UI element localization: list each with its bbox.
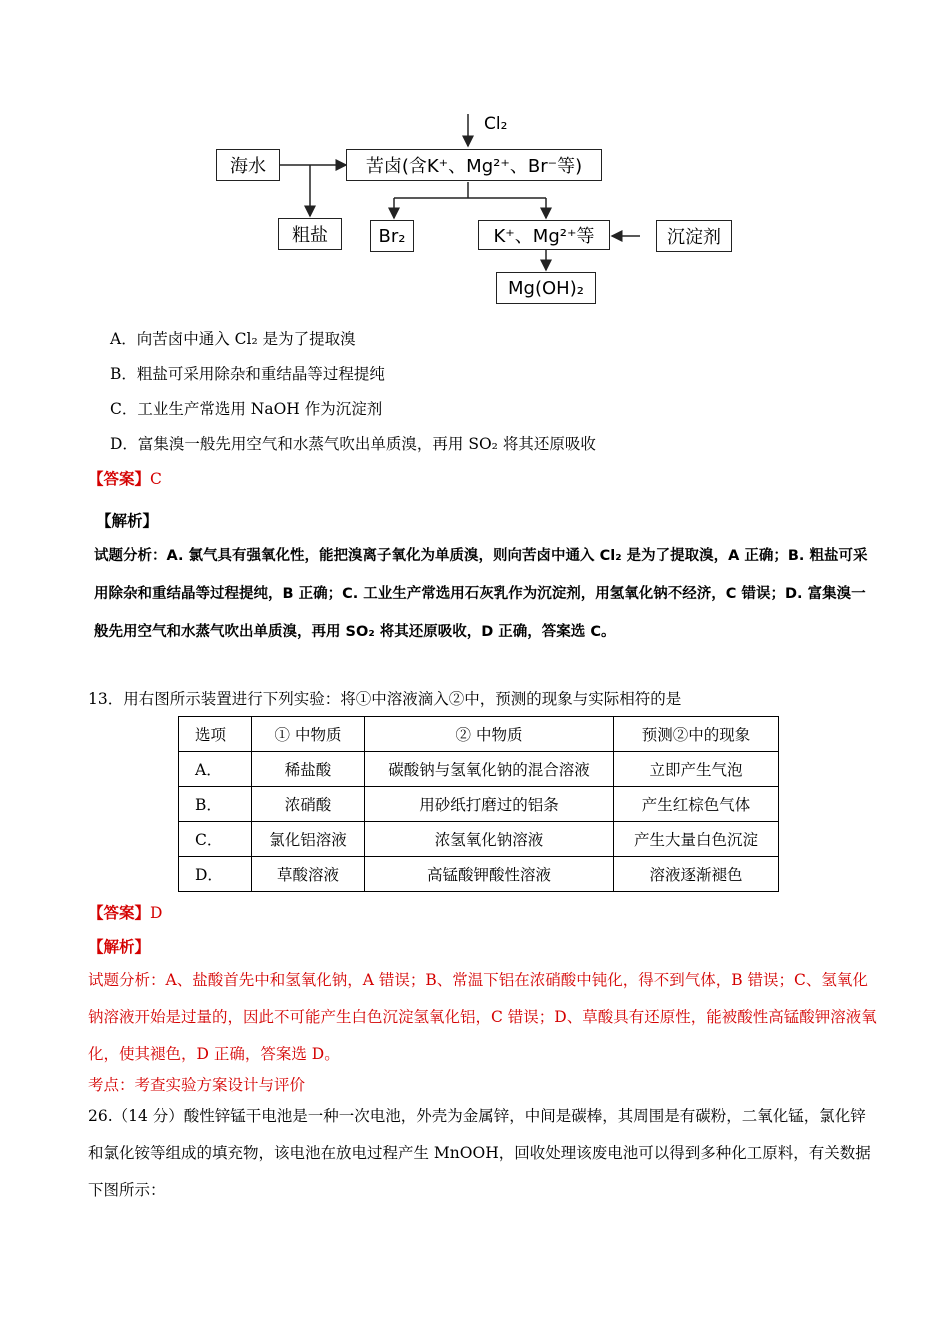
table-row <box>179 787 779 822</box>
q12-analysis-tag: 【解析】 <box>96 511 159 530</box>
q26-text: 26.（14 分）酸性锌锰干电池是一种一次电池，外壳为金属锌，中间是碳棒，其周围是有碳粉，二氧化锰，氯化锌和氯化铵等组成的填充物，该电池在放电过程产生 MnOOH，回收处理该废电池可以得到多种化工原料，有关数据下图所示： <box>88 1107 871 1199</box>
table-cell: 产生大量白色沉淀 <box>614 822 779 857</box>
table-cell: C． <box>179 822 252 857</box>
table-row <box>179 752 779 787</box>
table-cell: 稀盐酸 <box>252 752 365 787</box>
table-header-cell: 预测②中的现象 <box>614 717 779 752</box>
table-cell: 产生红棕色气体 <box>614 787 779 822</box>
ions-box: K⁺、Mg²⁺等 <box>478 220 610 250</box>
q13-kaodian: 考点：考查实验方案设计与评价 <box>88 1076 306 1094</box>
table-cell: A． <box>179 752 252 787</box>
seawater-box: 海水 <box>216 149 280 181</box>
table-cell: 立即产生气泡 <box>614 752 779 787</box>
cl2-label: Cl₂ <box>484 114 508 134</box>
table-header-cell: 选项 <box>179 717 252 752</box>
q12-analysis-text: 试题分析：A. 氯气具有强氧化性，能把溴离子氧化为单质溴，则向苦卤中通入 Cl₂ 是为了提取溴，A 正确；B. 粗盐可采用除杂和重结晶等过程提纯，B 正确；C. 工业生产常选用石灰乳作为沉淀剂，用氢氧化钠不经济，C 错误；D. 富集溴一般先用空气和水蒸气吹出单质溴，再用 SO₂ 将其还原吸收，D 正确，答案选 C。 <box>94 548 868 640</box>
table-cell: D． <box>179 857 252 892</box>
q13-analysis-text: 试题分析：A、盐酸首先中和氢氧化钠，A 错误；B、常温下铝在浓硝酸中钝化，得不到气体，B 错误；C、氢氧化钠溶液开始是过量的，因此不可能产生白色沉淀氢氧化铝，C 错误；D、草酸具有还原性，能被酸性高锰酸钾溶液氧化，使其褪色，D 正确，答案选 D。 <box>88 971 877 1063</box>
answer-tag: 【答案】 <box>88 903 151 922</box>
table-row <box>179 822 779 857</box>
table-cell: 溶液逐渐褪色 <box>614 857 779 892</box>
q12-answer <box>88 468 162 490</box>
answer-value: D <box>150 904 163 922</box>
table-row <box>179 857 779 892</box>
mgoh2-box: Mg(OH)₂ <box>496 272 596 304</box>
q13-answer <box>88 902 162 924</box>
table-cell: 草酸溶液 <box>252 857 365 892</box>
table-cell: 氯化铝溶液 <box>252 822 365 857</box>
q13-analysis-tag: 【解析】 <box>88 937 151 956</box>
br2-box: Br₂ <box>370 220 414 252</box>
table-cell: 用砂纸打磨过的铝条 <box>365 787 614 822</box>
q12-option-c: C．工业生产常选用 NaOH 作为沉淀剂 <box>110 400 383 418</box>
table-cell: 高锰酸钾酸性溶液 <box>365 857 614 892</box>
brine-box: 苦卤(含K⁺、Mg²⁺、Br⁻等) <box>346 149 602 181</box>
table-header-cell: ② 中物质 <box>365 717 614 752</box>
q12-option-a: A．向苦卤中通入 Cl₂ 是为了提取溴 <box>110 330 356 348</box>
q13-stem: 13．用右图所示装置进行下列实验：将①中溶液滴入②中，预测的现象与实际相符的是 <box>88 690 682 708</box>
table-header-row <box>179 717 779 752</box>
table-cell: 浓硝酸 <box>252 787 365 822</box>
table-cell: B． <box>179 787 252 822</box>
flow-diagram <box>200 108 721 308</box>
q12-option-b: B．粗盐可采用除杂和重结晶等过程提纯 <box>110 365 385 383</box>
q12-option-d: D．富集溴一般先用空气和水蒸气吹出单质溴，再用 SO₂ 将其还原吸收 <box>110 435 596 453</box>
answer-value: C <box>150 470 162 488</box>
crude-salt-box: 粗盐 <box>278 218 342 250</box>
q13-table <box>178 716 779 892</box>
precipitant-box: 沉淀剂 <box>656 220 732 252</box>
table-cell: 碳酸钠与氢氧化钠的混合溶液 <box>365 752 614 787</box>
answer-tag: 【答案】 <box>88 469 151 488</box>
table-header-cell: ① 中物质 <box>252 717 365 752</box>
table-cell: 浓氢氧化钠溶液 <box>365 822 614 857</box>
